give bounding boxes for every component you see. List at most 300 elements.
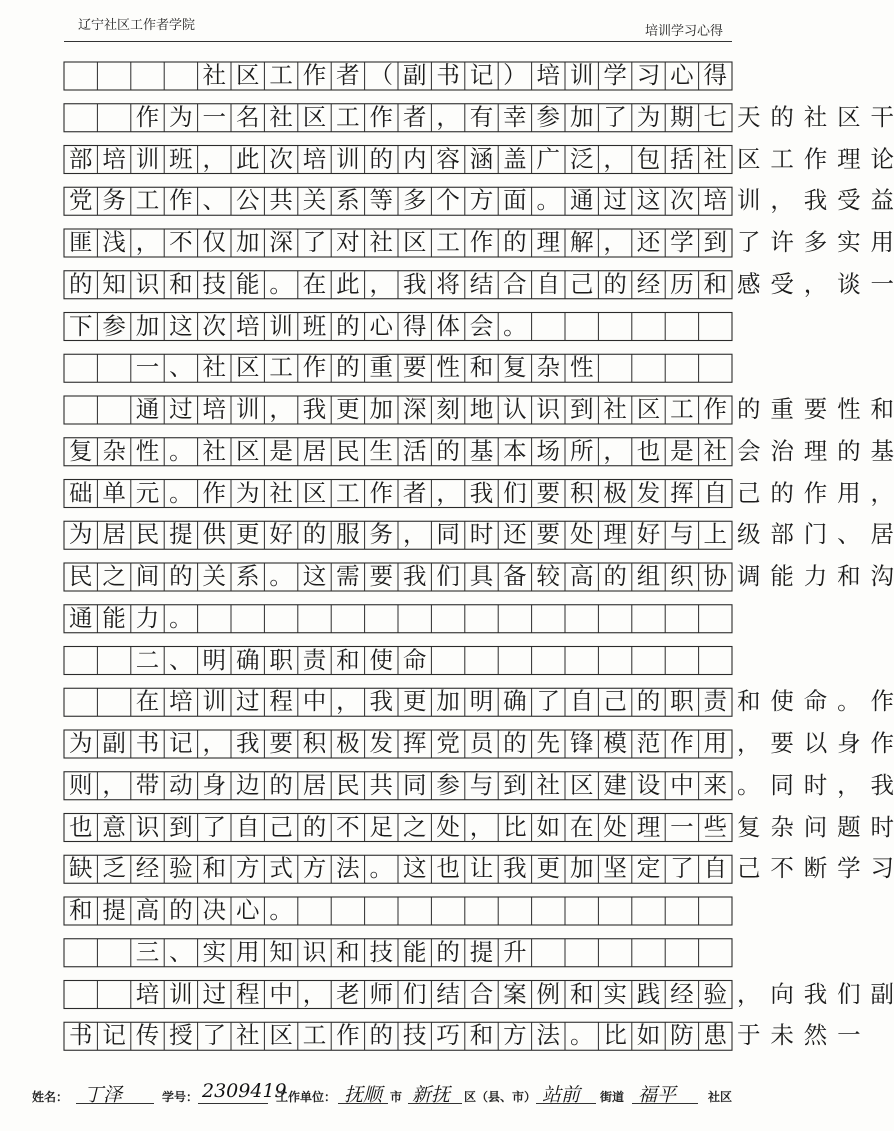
- handwritten-char: 加: [436, 687, 460, 716]
- handwritten-char: 发: [369, 729, 394, 757]
- handwritten-char: 的: [736, 395, 761, 423]
- handwritten-char: ，: [135, 228, 160, 256]
- handwritten-char: 和: [569, 979, 594, 1008]
- handwritten-char: 程: [269, 687, 293, 716]
- handwritten-char: 备: [503, 562, 527, 590]
- handwritten-char: 识: [135, 812, 160, 841]
- handwritten-char: 加: [569, 102, 594, 131]
- handwritten-char: 务: [369, 520, 394, 549]
- handwritten-char: 参: [102, 311, 126, 340]
- handwritten-char: 公: [235, 186, 260, 215]
- handwritten-char: 活: [402, 436, 427, 465]
- handwritten-char: ，: [603, 144, 627, 173]
- handwritten-char: 书: [135, 729, 160, 757]
- district-label: 区（县、市）: [464, 1090, 537, 1104]
- handwritten-char: 授: [169, 1021, 193, 1050]
- handwritten-char: 盖: [503, 144, 527, 173]
- handwritten-char: 身: [837, 729, 861, 757]
- handwritten-char: 高: [135, 896, 160, 924]
- handwritten-char: 带: [135, 770, 160, 799]
- handwritten-char: 也: [636, 436, 661, 465]
- handwritten-char: 如: [636, 1021, 661, 1050]
- handwritten-char: 更: [402, 687, 427, 716]
- handwritten-char: 记: [169, 729, 193, 757]
- handwritten-char: 务: [102, 186, 126, 215]
- handwritten-char: 这: [169, 311, 193, 340]
- handwritten-char: 理: [603, 520, 627, 549]
- handwritten-char: 能: [102, 603, 126, 632]
- handwritten-char: ，: [603, 436, 627, 465]
- handwritten-char: 先: [536, 729, 561, 757]
- handwritten-char: 作: [670, 729, 694, 757]
- handwritten-char: 需: [336, 562, 360, 590]
- handwritten-char: 者: [336, 61, 360, 89]
- handwritten-char: 训: [269, 311, 293, 340]
- handwritten-char: 心: [670, 61, 694, 89]
- handwritten-char: 的: [770, 102, 794, 131]
- handwritten-char: 我: [235, 729, 260, 757]
- handwritten-char: 边: [235, 770, 260, 799]
- handwritten-char: 次: [670, 186, 694, 215]
- handwritten-char: 区: [269, 1021, 293, 1050]
- handwritten-char: 区: [837, 102, 861, 131]
- handwritten-char: 设: [636, 770, 661, 799]
- handwritten-char: 部: [68, 144, 93, 173]
- handwritten-char: 关: [202, 562, 227, 590]
- handwritten-char: 确: [235, 645, 260, 674]
- handwritten-char: 之: [402, 812, 427, 841]
- handwritten-char: ，: [402, 520, 427, 549]
- handwritten-char: 此: [235, 144, 260, 173]
- handwritten-char: 调: [736, 562, 761, 590]
- handwritten-char: 基: [870, 436, 894, 465]
- handwritten-char: 更: [336, 395, 360, 423]
- handwritten-char: 间: [135, 562, 160, 590]
- handwritten-char: 身: [202, 770, 227, 799]
- handwritten-char: 加: [135, 311, 160, 340]
- handwritten-char: 也: [68, 812, 93, 841]
- handwritten-char: ，: [269, 395, 293, 423]
- handwritten-char: 共: [369, 770, 394, 799]
- handwritten-char: 坚: [603, 854, 627, 883]
- handwritten-char: 明: [202, 645, 227, 674]
- handwritten-char: 作: [135, 102, 160, 131]
- handwritten-char: 本: [503, 436, 527, 465]
- handwritten-char: 深: [269, 228, 293, 256]
- handwritten-char: 确: [503, 687, 527, 716]
- handwritten-char: 习: [636, 61, 661, 89]
- handwritten-char: 己: [569, 269, 594, 298]
- handwritten-char: 通: [569, 186, 594, 215]
- handwritten-char: 验: [169, 854, 193, 883]
- handwritten-char: ，: [469, 812, 494, 841]
- essay-line: [64, 57, 732, 93]
- handwritten-char: 责: [302, 645, 327, 674]
- street-label: 街道: [600, 1090, 625, 1104]
- student-id-underline: [198, 1103, 268, 1104]
- handwritten-char: 好: [269, 520, 293, 549]
- handwritten-char: 和: [68, 896, 93, 924]
- handwritten-char: ，: [302, 979, 327, 1008]
- handwritten-char: 以: [803, 729, 828, 757]
- handwritten-char: 和: [837, 562, 861, 590]
- handwritten-char: 将: [436, 269, 460, 298]
- handwritten-char: 的: [336, 311, 360, 340]
- handwritten-char: 上: [703, 520, 728, 549]
- handwritten-char: 自: [536, 269, 561, 298]
- handwritten-char: 的: [302, 812, 327, 841]
- handwritten-char: 我: [503, 854, 527, 883]
- handwritten-char: 元: [135, 478, 160, 507]
- handwritten-char: 过: [603, 186, 627, 215]
- handwritten-char: 学: [670, 228, 694, 256]
- handwritten-char: 用: [703, 729, 728, 757]
- handwritten-char: 仅: [202, 228, 227, 256]
- handwritten-char: 己: [736, 854, 761, 883]
- handwritten-char: 这: [636, 186, 661, 215]
- handwritten-char: 作: [803, 144, 828, 173]
- handwritten-char: 训: [235, 395, 260, 423]
- handwritten-char: 居: [870, 520, 894, 549]
- handwritten-char: 浅: [102, 228, 126, 256]
- handwritten-char: 为: [636, 102, 661, 131]
- handwritten-char: 社: [603, 395, 627, 423]
- handwritten-char: ，: [770, 186, 794, 215]
- handwritten-char: 作: [870, 729, 894, 757]
- name-underline: [76, 1103, 154, 1104]
- handwritten-char: 职: [670, 687, 694, 716]
- handwritten-char: 们: [436, 562, 460, 590]
- handwritten-char: 同: [770, 770, 794, 799]
- handwritten-char: 和: [202, 854, 227, 883]
- handwritten-char: 方: [469, 186, 494, 215]
- signature-footer: [32, 1082, 772, 1108]
- essay-line: [64, 308, 732, 344]
- handwritten-char: 为: [169, 102, 193, 131]
- handwritten-char: 础: [68, 478, 93, 507]
- handwritten-char: 的: [169, 896, 193, 924]
- handwritten-char: 识: [302, 937, 327, 966]
- handwritten-char: ）: [503, 61, 527, 89]
- handwritten-char: ，: [736, 979, 761, 1008]
- handwritten-char: 作: [369, 102, 394, 131]
- handwritten-char: 广: [536, 144, 561, 173]
- community-value: 福平: [638, 1084, 677, 1106]
- handwritten-char: 升: [503, 937, 527, 966]
- handwritten-char: 括: [670, 144, 694, 173]
- essay-line: [64, 224, 894, 260]
- handwritten-char: 培: [169, 687, 193, 716]
- handwritten-char: 能: [235, 269, 260, 298]
- handwritten-char: 如: [536, 812, 561, 841]
- handwritten-char: 向: [770, 979, 794, 1008]
- essay-line: [64, 99, 894, 135]
- handwritten-char: 性: [436, 353, 460, 382]
- handwritten-char: 断: [803, 854, 828, 883]
- handwritten-char: 要: [369, 562, 394, 590]
- handwritten-char: 、: [837, 520, 861, 549]
- handwritten-char: 发: [636, 478, 661, 507]
- handwritten-char: 的: [436, 436, 460, 465]
- handwritten-char: 此: [336, 269, 360, 298]
- handwritten-char: 。: [503, 311, 527, 340]
- handwritten-char: 训: [202, 687, 227, 716]
- handwritten-char: 受: [837, 186, 861, 215]
- handwritten-char: 问: [803, 812, 828, 841]
- handwritten-char: 区: [235, 436, 260, 465]
- handwritten-char: 挥: [402, 729, 427, 757]
- handwritten-char: 经: [135, 854, 160, 883]
- handwritten-char: 了: [736, 228, 761, 256]
- handwritten-char: 们: [402, 979, 427, 1008]
- handwritten-char: 副: [870, 979, 894, 1008]
- handwritten-char: 处: [436, 812, 460, 841]
- handwritten-char: 老: [336, 979, 360, 1008]
- handwritten-char: 。: [169, 436, 193, 465]
- handwritten-char: 一: [135, 353, 160, 382]
- handwritten-char: 中: [269, 979, 293, 1008]
- handwritten-char: 工: [269, 61, 293, 89]
- handwritten-char: 技: [402, 1021, 427, 1050]
- handwritten-char: 要: [536, 520, 561, 549]
- handwritten-char: ，: [837, 770, 861, 799]
- handwritten-char: 个: [436, 186, 460, 215]
- handwritten-char: 为: [235, 478, 260, 507]
- handwritten-char: 谈: [837, 269, 861, 298]
- handwritten-char: 方: [503, 1021, 527, 1050]
- handwritten-char: 案: [503, 979, 527, 1008]
- handwritten-char: 学: [837, 854, 861, 883]
- handwritten-char: 在: [135, 687, 160, 716]
- handwritten-char: 系: [235, 562, 260, 590]
- street-value: 站前: [542, 1084, 581, 1106]
- handwritten-char: 涵: [469, 144, 494, 173]
- handwritten-char: 定: [636, 854, 661, 883]
- handwritten-char: 我: [803, 979, 828, 1008]
- handwritten-char: 训: [135, 144, 160, 173]
- handwritten-char: 过: [235, 687, 260, 716]
- handwritten-char: 作: [336, 1021, 360, 1050]
- handwritten-char: 内: [402, 144, 427, 173]
- essay-line: [64, 934, 732, 970]
- handwritten-char: 党: [68, 186, 93, 215]
- handwritten-char: 作: [369, 478, 394, 507]
- handwritten-char: 好: [636, 520, 661, 549]
- city-underline: [338, 1103, 388, 1104]
- handwritten-char: 不: [336, 812, 360, 841]
- handwritten-char: 记: [469, 61, 494, 89]
- handwritten-char: 让: [469, 854, 494, 883]
- handwritten-char: 责: [703, 687, 728, 716]
- handwritten-char: 结: [436, 979, 460, 1008]
- handwritten-char: 同: [436, 520, 460, 549]
- handwritten-char: 居: [302, 770, 327, 799]
- handwritten-char: 理: [837, 144, 861, 173]
- essay-line: [64, 558, 894, 594]
- handwritten-char: 加: [569, 854, 594, 883]
- handwritten-char: 为: [68, 729, 93, 757]
- student-id-label: 学号：: [162, 1090, 199, 1104]
- handwritten-char: 和: [169, 269, 193, 298]
- district-underline: [408, 1103, 462, 1104]
- handwritten-char: 区: [402, 228, 427, 256]
- essay-line: [64, 433, 894, 469]
- essay-line: [64, 850, 894, 886]
- handwritten-char: 基: [469, 436, 494, 465]
- handwritten-char: 、: [202, 186, 227, 215]
- handwritten-char: 社: [202, 61, 227, 89]
- handwritten-char: 者: [402, 102, 427, 131]
- essay-line: [64, 976, 894, 1012]
- handwritten-char: 在: [569, 812, 594, 841]
- handwritten-char: 沟: [870, 562, 894, 590]
- handwritten-char: 次: [269, 144, 293, 173]
- handwritten-char: 治: [770, 436, 794, 465]
- handwritten-char: 杂: [536, 353, 561, 382]
- handwritten-char: 。: [736, 770, 761, 799]
- handwritten-char: 作: [202, 478, 227, 507]
- handwritten-char: 力: [135, 603, 160, 632]
- handwritten-char: 多: [402, 186, 427, 215]
- handwritten-char: 得: [402, 311, 427, 340]
- handwritten-char: 所: [569, 436, 594, 465]
- handwritten-char: 我: [870, 770, 894, 799]
- handwritten-char: 干: [870, 102, 894, 131]
- handwritten-char: 处: [569, 520, 594, 549]
- handwritten-char: 作: [703, 395, 728, 423]
- handwritten-char: 模: [603, 729, 627, 757]
- handwritten-char: 二: [135, 645, 160, 674]
- handwritten-char: 居: [302, 436, 327, 465]
- handwritten-char: 的: [503, 228, 527, 256]
- handwritten-char: ，: [736, 729, 761, 757]
- handwritten-char: 工: [670, 395, 694, 423]
- handwritten-char: 们: [837, 979, 861, 1008]
- handwritten-char: 民: [135, 520, 160, 549]
- handwritten-char: 多: [803, 228, 828, 256]
- handwritten-char: 我: [402, 562, 427, 590]
- handwritten-char: 使: [369, 645, 394, 674]
- street-underline: [536, 1103, 596, 1104]
- handwritten-char: 实: [202, 937, 227, 966]
- handwritten-char: 益: [870, 186, 894, 215]
- handwritten-char: 的: [336, 353, 360, 382]
- handwritten-char: ，: [803, 269, 828, 298]
- handwritten-char: 的: [68, 269, 93, 298]
- handwritten-char: 性: [837, 395, 861, 423]
- handwritten-char: 面: [503, 186, 527, 215]
- handwritten-char: 工: [770, 144, 794, 173]
- handwritten-char: ，: [102, 770, 126, 799]
- handwritten-char: 参: [436, 770, 460, 799]
- handwritten-char: 培: [703, 186, 728, 215]
- handwritten-char: 复: [736, 812, 761, 841]
- handwritten-char: 心: [369, 311, 394, 340]
- handwritten-char: 心: [235, 896, 260, 924]
- handwritten-char: 会: [469, 311, 494, 340]
- handwritten-char: 之: [102, 562, 126, 590]
- handwritten-char: 培: [135, 979, 160, 1008]
- handwritten-char: 我: [402, 269, 427, 298]
- handwritten-char: 了: [202, 812, 227, 841]
- institution-name: 辽宁社区工作者学院: [78, 18, 196, 33]
- handwritten-char: （: [369, 61, 394, 89]
- handwritten-char: 。: [169, 478, 193, 507]
- handwritten-char: 会: [736, 436, 761, 465]
- handwritten-char: 还: [636, 228, 661, 256]
- handwritten-char: 来: [703, 770, 728, 799]
- handwritten-char: 和: [336, 937, 360, 966]
- handwritten-char: 乏: [102, 854, 126, 883]
- handwritten-char: 天: [736, 102, 761, 131]
- handwritten-char: 党: [436, 729, 460, 757]
- essay-line: [64, 642, 732, 678]
- handwritten-char: 时: [803, 770, 828, 799]
- handwritten-char: 明: [469, 687, 494, 716]
- handwritten-char: 中: [302, 687, 327, 716]
- handwritten-char: 方: [235, 854, 260, 883]
- handwritten-char: 居: [102, 520, 126, 549]
- handwritten-char: 还: [503, 520, 527, 549]
- handwritten-char: 命: [803, 687, 828, 716]
- handwritten-char: 训: [736, 186, 761, 215]
- handwritten-char: 书: [68, 1021, 93, 1050]
- handwritten-char: 协: [703, 562, 728, 590]
- handwritten-char: 了: [202, 1021, 227, 1050]
- handwritten-char: 书: [436, 61, 460, 89]
- community-label: 社区: [708, 1090, 733, 1104]
- city-value: 抚顺: [344, 1084, 383, 1106]
- handwritten-char: 与: [469, 770, 494, 799]
- handwritten-char: 受: [770, 269, 794, 298]
- document-type: 培训学习心得: [644, 24, 723, 39]
- handwritten-char: 单: [102, 478, 126, 507]
- handwritten-char: 七: [703, 102, 728, 131]
- handwritten-char: 织: [670, 562, 694, 590]
- handwritten-char: 期: [670, 102, 694, 131]
- handwritten-char: 力: [803, 562, 828, 590]
- handwritten-char: 。: [536, 186, 561, 215]
- handwritten-char: 次: [202, 311, 227, 340]
- handwritten-char: 历: [670, 269, 694, 298]
- handwritten-char: 了: [603, 102, 627, 131]
- handwritten-char: 区: [569, 770, 594, 799]
- handwritten-char: 幸: [503, 102, 527, 131]
- handwritten-char: 法: [536, 1021, 561, 1050]
- handwritten-char: 了: [302, 228, 327, 256]
- essay-line: [64, 600, 732, 636]
- handwritten-char: 重: [369, 353, 394, 382]
- handwritten-char: 训: [169, 979, 193, 1008]
- handwritten-char: 场: [536, 436, 561, 465]
- handwritten-char: 、: [169, 937, 193, 966]
- handwritten-char: 训: [569, 61, 594, 89]
- handwritten-char: 具: [469, 562, 494, 590]
- handwritten-char: 门: [803, 520, 828, 549]
- handwritten-char: 容: [436, 144, 460, 173]
- essay-line: [64, 892, 732, 928]
- handwritten-char: 。: [369, 854, 394, 883]
- handwritten-char: 许: [770, 228, 794, 256]
- handwritten-char: 下: [68, 311, 93, 340]
- handwritten-char: 的: [603, 269, 627, 298]
- handwritten-char: 部: [770, 520, 794, 549]
- handwritten-char: ，: [603, 228, 627, 256]
- handwritten-char: 参: [536, 102, 561, 131]
- handwritten-char: 和: [870, 395, 894, 423]
- handwritten-char: 挥: [670, 478, 694, 507]
- handwritten-char: 关: [302, 186, 327, 215]
